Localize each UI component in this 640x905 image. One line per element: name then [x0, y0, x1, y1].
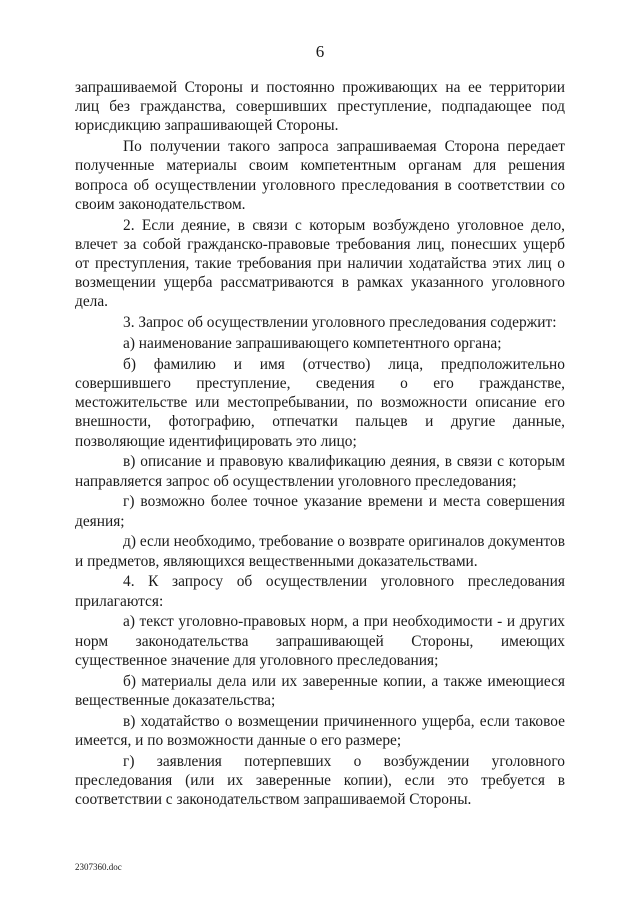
document-body — [75, 78, 565, 811]
paragraph-clause-4: 4. К запросу об осуществлении уголовного преследования прилагаются: — [75, 573, 565, 610]
paragraph-clause-3: 3. Запрос об осуществлении уголовного преследования содержит: — [123, 314, 557, 332]
list-item-v: в) описание и правовую квалификацию деяния, в связи с которым направляется запрос об осуществлении уголовного преследования; — [75, 453, 565, 490]
list-item-g: г) заявления потерпевших о возбуждении уголовного преследования (или их заверенные копии), если это требуется в соответствии с законодательством запрашиваемой Стороны. — [75, 752, 565, 809]
list-item-g: г) возможно более точное указание времени и места совершения деяния; — [75, 493, 565, 530]
list-item-b: б) фамилию и имя (отчество) лица, предположительно совершившего преступление, сведения о его гражданстве, местожительстве или местопребывании, по возможности описание его внешности, фотографию, отпечатки пальцев и другие данные, позволяющие идентифицировать это лицо; — [75, 355, 565, 450]
list-item-b: б) материалы дела или их заверенные копии, а также имеющиеся вещественные доказательства; — [75, 672, 565, 709]
list-item-a: а) наименование запрашивающего компетентного органа; — [123, 335, 502, 353]
list-item-d: д) если необходимо, требование о возврате оригиналов документов и предметов, являющихся вещественными доказательствами. — [75, 533, 565, 570]
list-item-v: в) ходатайство о возмещении причиненного ущерба, если таковое имеется, и по возможности данные о его размере; — [75, 712, 565, 749]
footer-filename: 2307360.doc — [75, 862, 122, 872]
paragraph: По получении такого запроса запрашиваемая Сторона передает полученные материалы своим компетентным органам для решения вопроса об осуществлении уголовного преследования в соответствии со своим законодательством. — [75, 138, 565, 213]
list-item-a: а) текст уголовно-правовых норм, а при необходимости - и других норм законодательства запрашивающей Стороны, имеющих существенное значение для уголовного преследования; — [75, 613, 565, 669]
paragraph-clause-2: 2. Если деяние, в связи с которым возбуждено уголовное дело, влечет за собой гражданско-правовые требования лиц, понесших ущерб от преступления, такие требования при наличии ходатайства этих лиц о возмещении ущерба рассматриваются в рамках указанного уголовного дела. — [75, 216, 565, 311]
paragraph-continuation: запрашиваемой Стороны и постоянно проживающих на ее территории лиц без гражданства, совершивших преступление, подпадающее под юрисдикцию запрашивающей Стороны. — [75, 79, 565, 135]
page-number: 6 — [315, 42, 325, 61]
